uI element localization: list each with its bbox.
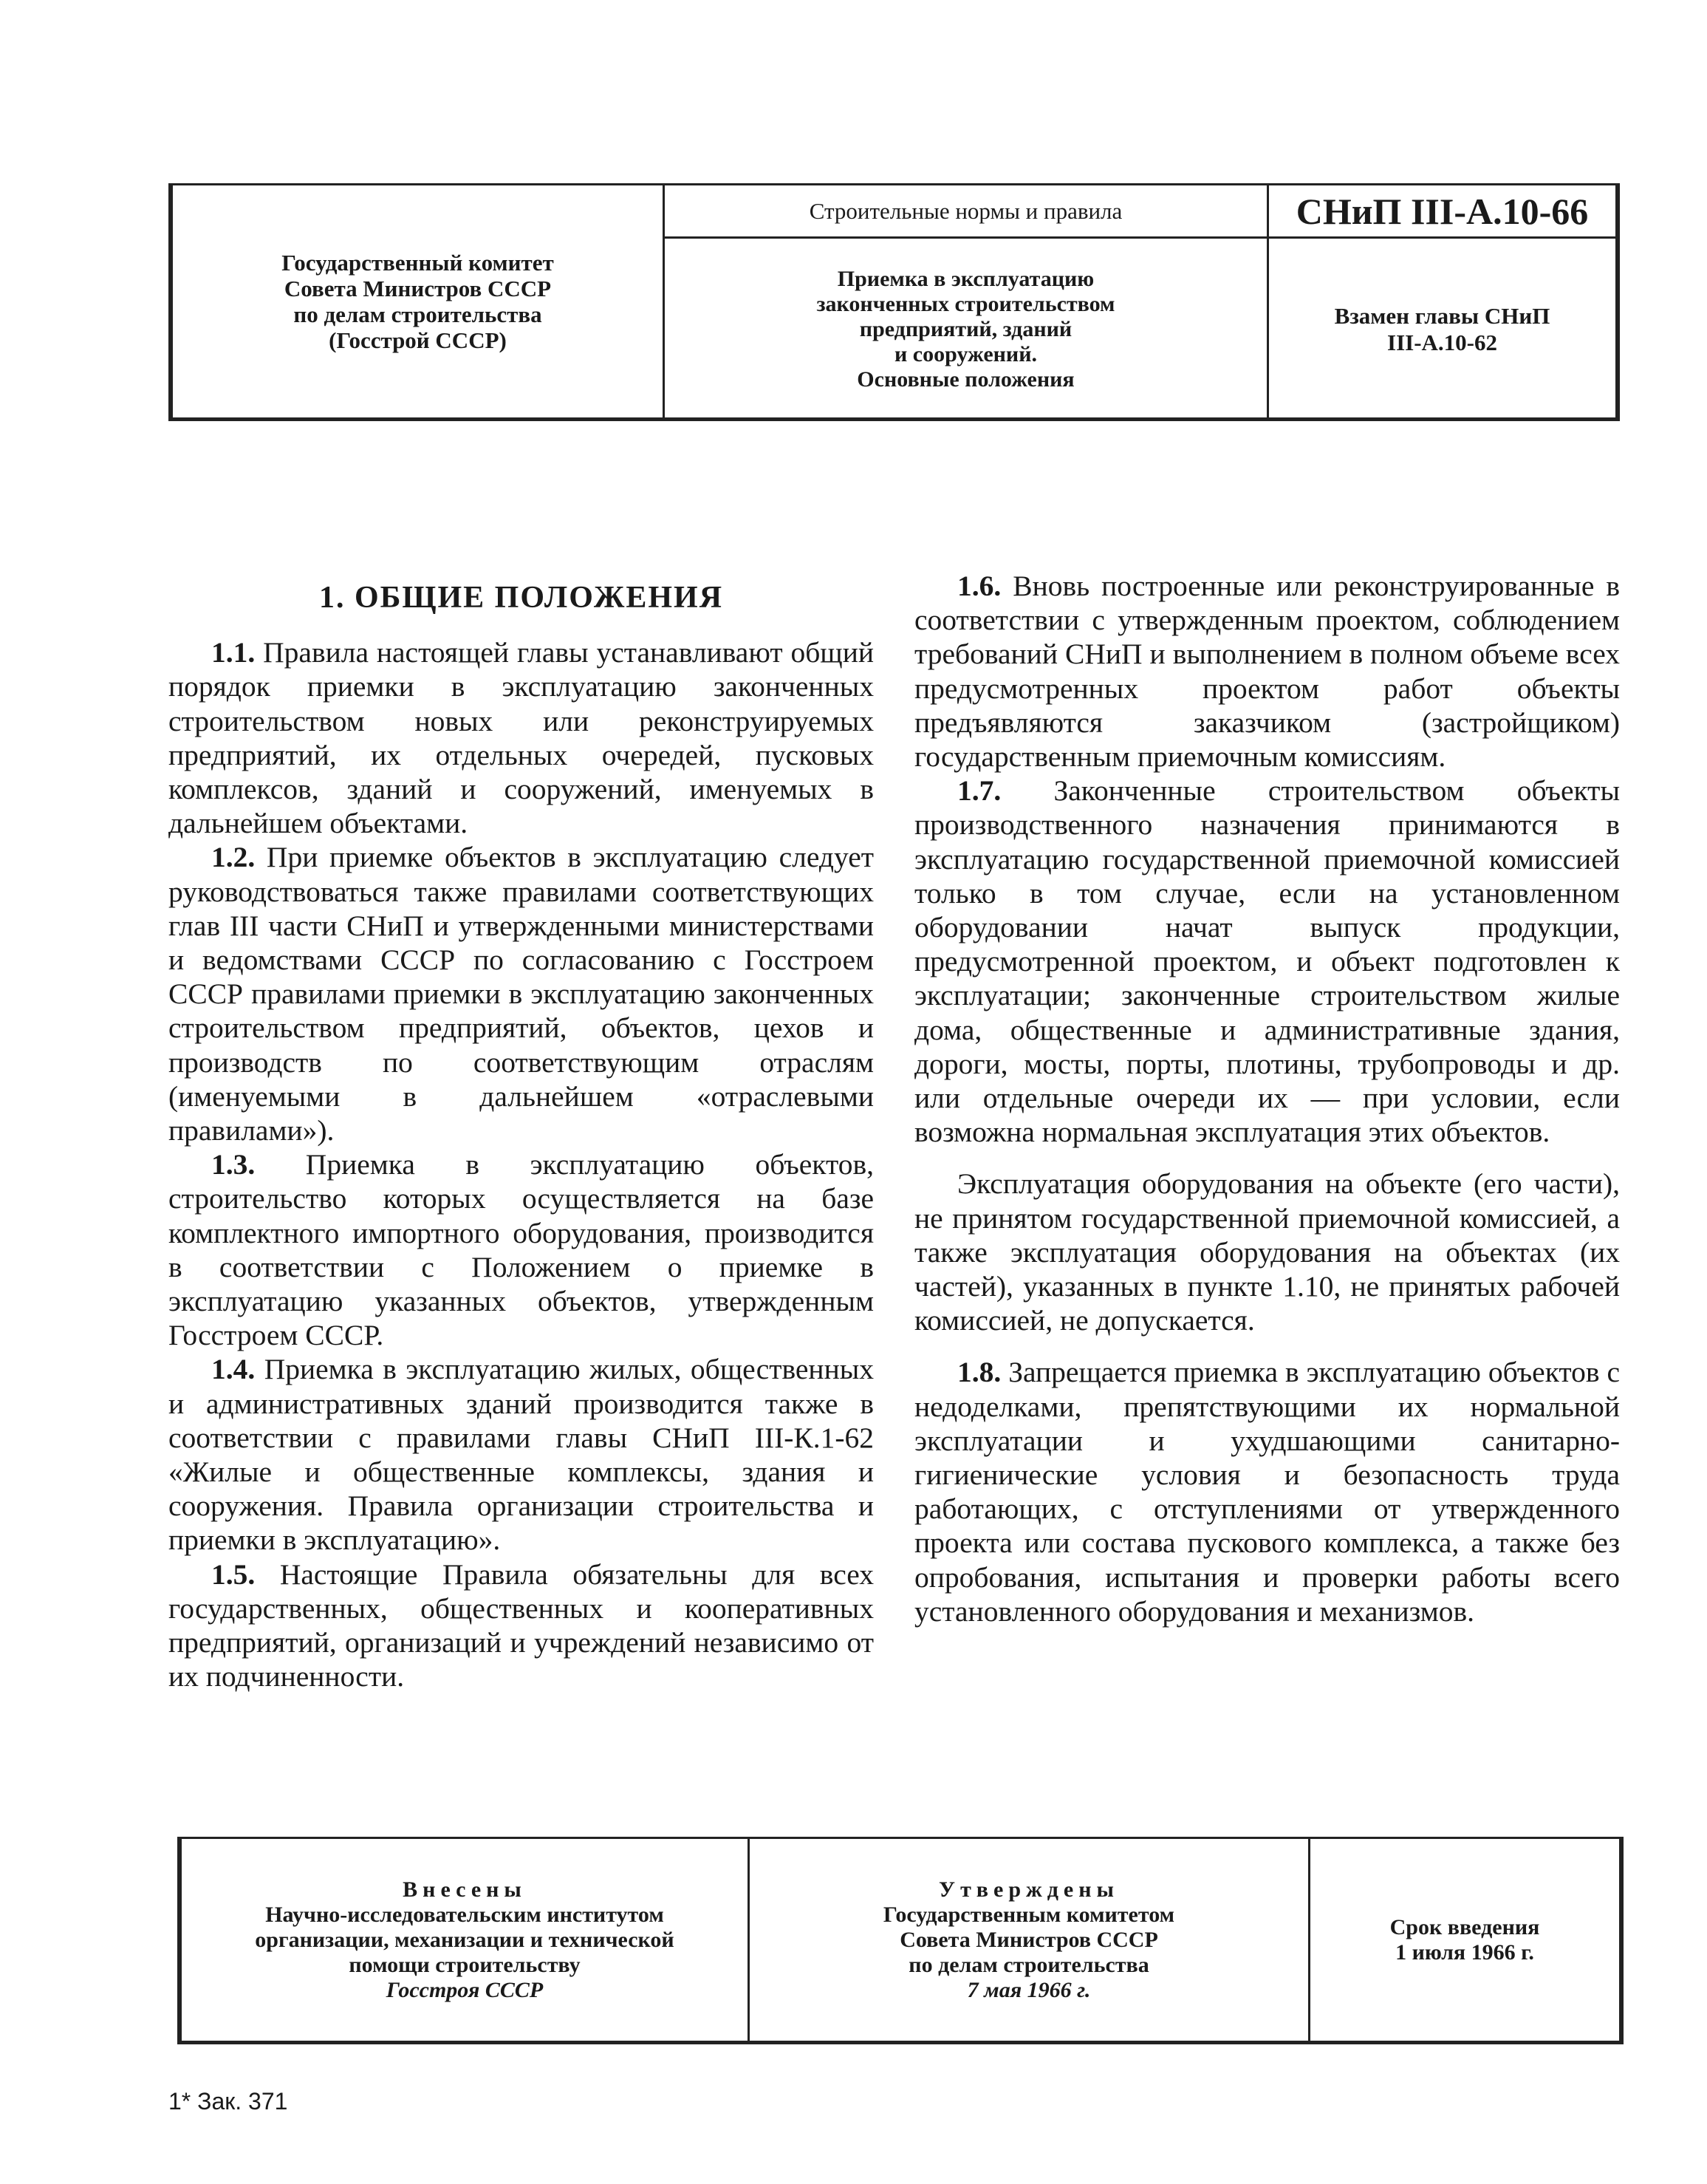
submitted-line: Научно-исследовательским институтом [265,1902,664,1927]
paragraph-text: Запрещается приемка в эксплуатацию объектов с недоделками, препятствующими их нормальной эксплуатации и ухудшающими санитарно-гигиенические условия и безопасность труда работающих, с отступлениями от утвержденного проекта или состава пускового комплекса, а также без опробования, испытания и проверки работы всего установленного оборудования и механизмов. [914,1356,1621,1628]
document-code: СНиП III-А.10-66 [1269,185,1615,239]
title-line: Основные положения [857,367,1075,392]
org-line: Совета Министров СССР [284,276,552,301]
header-box [168,183,1620,421]
approved-line: Совета Министров СССР [900,1927,1158,1952]
replaces-note [1269,239,1615,420]
title-line: законченных строительством [816,292,1115,316]
paragraph-1-7 [914,774,1620,1149]
submitted-heading: Внесены [403,1877,527,1902]
paragraph-1-8 [914,1355,1620,1628]
paragraph-text: Настоящие Правила обязательны для всех государственных, общественных и кооперативных предприятий, организаций и учреждений независимо от их подчиненности. [168,1557,874,1693]
document-title-cell [665,185,1269,417]
submitted-by-cell [182,1839,750,2041]
approved-heading: Утверждены [939,1877,1119,1902]
paragraph-text: Правила настоящей главы устанавливают общий порядок приемки в эксплуатацию законченных строительством новых или реконструируемых предприятий, их отдельных очередей, пусковых комплексов, зданий и сооружений, именуемых в дальнейшем объектами. [168,636,875,840]
page-footnote: 1* Зак. 371 [168,2088,288,2115]
paragraph-text: Эксплуатация оборудования на объекте (его части), не принятом государственной приемочной комиссией, а также эксплуатация оборудования на объектах (их частей), указанных в пункте 1.10, не принятых рабочей комиссией, не допускается. [914,1167,1620,1337]
org-line: по делам строительства [293,301,542,327]
document-title [665,239,1267,420]
title-line: Приемка в эксплуатацию [837,267,1095,291]
approved-by-cell [750,1839,1310,2041]
paragraph-number: 1.6. [957,570,1002,602]
paragraph-number: 1.2. [211,841,256,874]
paragraph-number: 1.5. [211,1557,256,1591]
paragraph-1-4 [168,1352,874,1557]
approved-line: Государственным комитетом [883,1902,1175,1927]
replaces-line: III-А.10-62 [1387,330,1497,355]
paragraph-number: 1.1. [211,636,256,669]
paragraph-text: Приемка в эксплуатацию объектов, строительство которых осуществляется на базе комплектного импортного оборудования, производится в соответствии с Положением о приемке в эксплуатацию указанных объектов, утвержденным Госстроем СССР. [168,1148,874,1352]
effective-date-cell [1310,1839,1619,2041]
section-title: 1. ОБЩИЕ ПОЛОЖЕНИЯ [318,581,724,615]
paragraph-1-3 [168,1147,874,1352]
org-line: Государственный комитет [281,250,554,276]
title-line: предприятий, зданий [859,317,1073,341]
issuing-organization [173,185,665,417]
paragraph-text: При приемке объектов в эксплуатацию следует руководствоваться также правилами соответствующих глав III части СНиП и утвержденными министерствами и ведомствами СССР по согласованию с Госстроем СССР правилами приемки в эксплуатацию законченных строительством предприятий, объектов, цехов и производств по соответствующим отраслям (именуемыми в дальнейшем «отраслевыми правилами»). [168,841,874,1147]
approved-line: по делам строительства [909,1952,1149,1977]
paragraph-number: 1.7. [957,774,1002,808]
paragraph-text: Вновь построенные или реконструированные в соответствии с утвержденным проектом, соблюдением требований СНиП и выполнением в полном объеме всех предусмотренных проектом работ объекты предъявляются заказчиком (застройщиком) государственным приемочным комиссиям. [914,570,1621,774]
paragraph-1-6 [914,569,1620,774]
right-column [914,569,1620,1628]
paragraph-number: 1.3. [211,1148,256,1181]
paragraph-number: 1.8. [957,1356,1002,1389]
title-line: и сооружений. [894,342,1037,366]
paragraph-1-1 [168,635,874,840]
effective-date: 1 июля 1966 г. [1395,1939,1534,1965]
left-column [168,569,874,1694]
paragraph-1-2 [168,840,874,1147]
approved-date: 7 мая 1966 г. [967,1977,1091,2002]
paragraph-1-5 [168,1557,874,1694]
effective-label: Срок введения [1389,1914,1540,1939]
replaces-line: Взамен главы СНиП [1334,303,1550,329]
submitted-line: организации, механизации и технической [255,1927,674,1952]
series-label: Строительные нормы и правила [665,185,1267,239]
submitted-org: Госстроя СССР [386,1977,544,2002]
document-code-cell [1269,185,1615,417]
footer-box [177,1837,1624,2044]
submitted-line: помощи строительству [349,1952,581,1977]
paragraph-text: Приемка в эксплуатацию жилых, общественных и административных зданий производится также в соответствии с правилами главы СНиП III-К.1-62 «Жилые и общественные комплексы, здания и сооружения. Правила организации строительства и приемки в эксплуатацию». [168,1353,875,1557]
org-line: (Госстрой СССР) [329,327,507,353]
paragraph-number: 1.4. [211,1353,256,1386]
paragraph-1-7-continued [914,1167,1620,1337]
paragraph-text: Законченные строительством объекты производственного назначения принимаются в эксплуатацию государственной приемочной комиссией только в том случае, если на установленном оборудовании начат выпуск продукции, предусмотренной проектом, и объект подготовлен к эксплуатации; законченные строительством жилые дома, общественные и административные здания, дороги, мосты, порты, плотины, трубопроводы и др. или отдельные очереди их — при условии, если возможна нормальная эксплуатация этих объектов. [914,774,1620,1149]
